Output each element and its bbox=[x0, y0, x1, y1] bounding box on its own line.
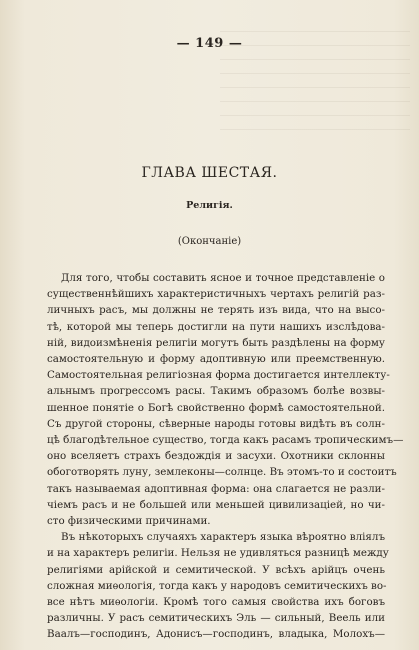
text-line: оно вселяетъ страхъ бездождія и засухи. Охотники склонны bbox=[47, 450, 385, 463]
text-line: обоготворять луну, землеконы—солнце. Въ этомъ-то и состоитъ bbox=[47, 466, 397, 479]
text-line: различны. У расъ семитическихъ Эль — сильный, Веель или bbox=[47, 612, 385, 625]
text-line: сложная миѳологія, тогда какъ у народовъ семитическихъ во- bbox=[47, 579, 387, 592]
page-number: — 149 — bbox=[176, 36, 243, 51]
text-line: сто физическими причинами. bbox=[47, 515, 211, 528]
text-line: личныхъ расъ, мы должны не терять изъ вида, что на высо- bbox=[47, 304, 385, 317]
paragraph-1 bbox=[47, 270, 404, 529]
text-line: все нѣтъ миѳологіи. Кромѣ того самыя свойства ихъ боговъ bbox=[47, 596, 385, 609]
body-text bbox=[47, 270, 404, 643]
text-line: тѣ, которой мы теперь достигли на пути нашихъ изслѣдова- bbox=[47, 320, 385, 333]
text-line: Ваалъ—господинъ, Адонисъ—господинъ, владыка, Молохъ— bbox=[47, 628, 385, 641]
text-line: ній, видоизмѣненія религіи могутъ быть раздѣлены на форму bbox=[47, 336, 385, 349]
section-subtitle: (Окончаніе) bbox=[177, 236, 242, 247]
text-line: Съ другой стороны, сѣверные народы готовы видѣть въ солн- bbox=[47, 417, 385, 430]
text-line: и на характеръ религіи. Нельзя не удивляться разницѣ между bbox=[47, 547, 389, 560]
paragraph-2 bbox=[47, 529, 389, 642]
text-line: альнымъ прогрессомъ расы. Такимъ образомъ болѣе возвы- bbox=[47, 385, 385, 398]
text-line: шенное понятіе о Богѣ свойственно формѣ самостоятельной. bbox=[47, 401, 385, 414]
section-title: Религія. bbox=[186, 200, 233, 211]
text-line: существеннѣйшихъ характеристичныхъ чертахъ религій раз- bbox=[47, 288, 385, 301]
text-line: такъ называемая адоптивная форма: она слагается не разли- bbox=[47, 482, 385, 495]
text-line: чіемъ расъ и не большей или меньшей цивилизаціей, но чи- bbox=[47, 498, 385, 511]
text-line: Въ нѣкоторыхъ случаяхъ характеръ языка вѣроятно вліялъ bbox=[61, 531, 385, 544]
text-line: религіями арійской и семитической. У всѣхъ арійцъ очень bbox=[47, 563, 385, 576]
text-line: самостоятельную и форму адоптивную или преемственную. bbox=[47, 353, 385, 366]
text-line: цѣ благодѣтельное существо, тогда какъ расамъ тропическимъ— bbox=[47, 434, 404, 447]
text-line: Для того, чтобы составить ясное и точное представленіе о bbox=[61, 272, 385, 284]
text-line: Самостоятельная религіозная форма достигается интеллекту- bbox=[47, 369, 390, 382]
chapter-title: ГЛАВА ШЕСТАЯ. bbox=[141, 165, 278, 181]
